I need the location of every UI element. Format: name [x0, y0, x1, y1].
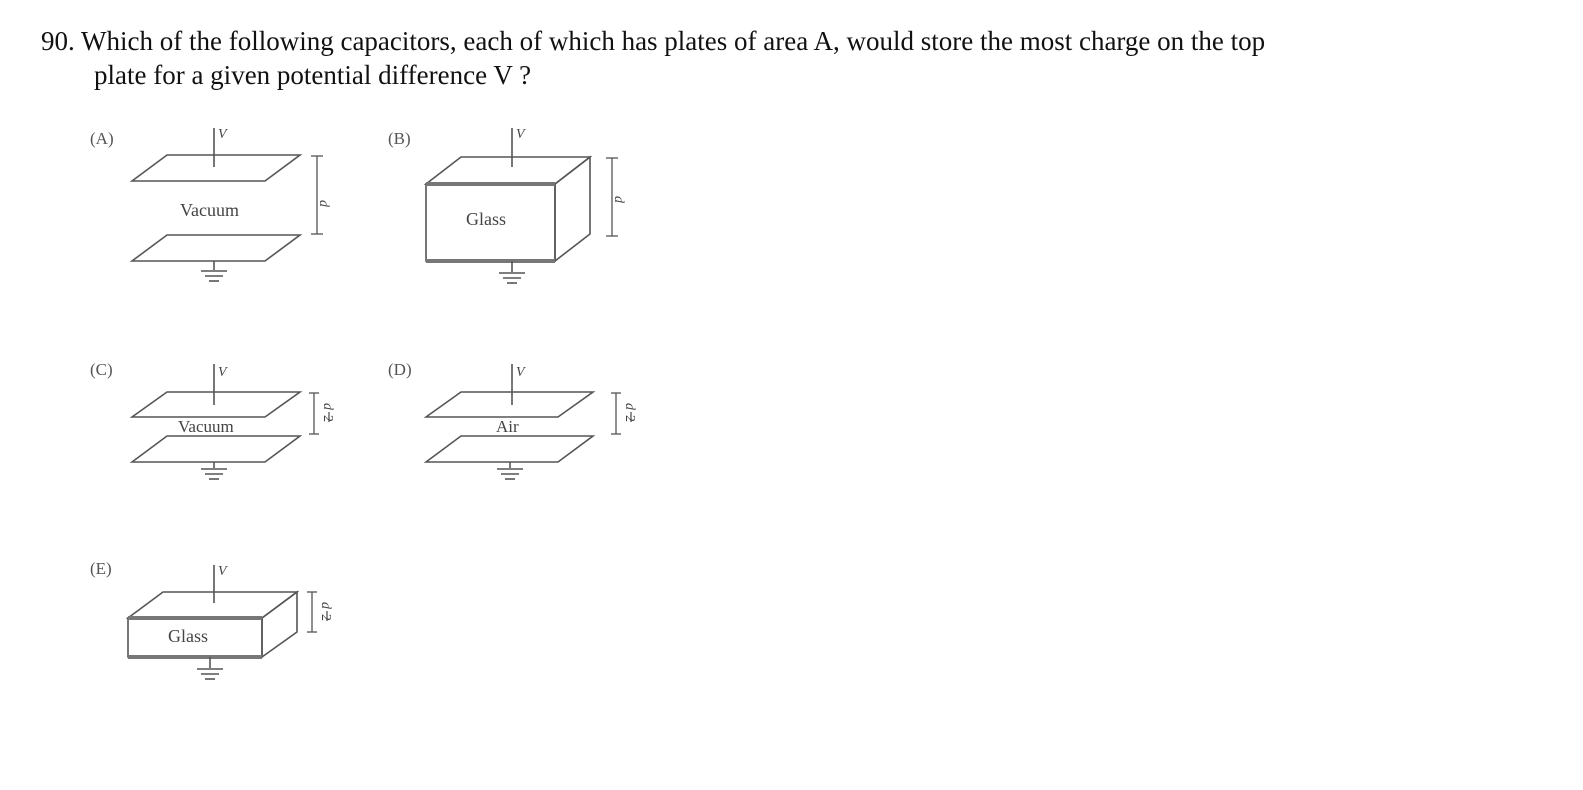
- option-d-separation-dimension: [611, 393, 621, 434]
- option-c-voltage: V: [218, 365, 227, 380]
- option-e-glass-slab: [128, 592, 297, 657]
- capacitor-options-figure: [0, 0, 700, 720]
- option-d-ground-icon: [497, 469, 523, 479]
- option-e-voltage: V: [218, 564, 227, 579]
- option-c-label: (C): [90, 360, 113, 379]
- question-line-2: plate for a given potential difference V ?: [94, 60, 532, 90]
- option-c-ground-icon: [201, 469, 227, 479]
- option-d: [388, 360, 637, 479]
- option-c-separation-num: d: [320, 403, 335, 410]
- option-a: [90, 127, 331, 281]
- option-c-dielectric: Vacuum: [178, 417, 234, 436]
- option-a-ground-icon: [201, 271, 227, 281]
- option-e-ground-icon: [197, 669, 223, 679]
- option-d-bottom-plate: [426, 436, 593, 462]
- option-d-separation-num: d: [622, 403, 637, 410]
- option-e-separation-den: 2: [318, 614, 333, 621]
- option-a-separation: d: [316, 200, 331, 207]
- option-c-separation-fraction: [320, 403, 335, 422]
- option-b-separation: d: [611, 196, 626, 203]
- option-b-dielectric: Glass: [466, 209, 506, 229]
- option-c-separation-den: 2: [320, 415, 335, 422]
- option-d-separation-den: 2: [622, 415, 637, 422]
- option-d-voltage: V: [516, 365, 525, 380]
- option-c-bottom-plate: [132, 436, 300, 462]
- option-e-label: (E): [90, 559, 112, 578]
- option-e: [90, 559, 333, 679]
- option-a-top-plate: [132, 155, 300, 181]
- option-b-glass-slab: [426, 157, 590, 261]
- option-e-dielectric: Glass: [168, 626, 208, 646]
- option-d-label: (D): [388, 360, 412, 379]
- option-a-separation-dimension: [311, 156, 323, 234]
- option-c: [90, 360, 335, 479]
- question-number: 90.: [41, 26, 75, 56]
- option-a-dielectric: Vacuum: [180, 200, 239, 220]
- option-e-separation-num: d: [318, 602, 333, 609]
- option-d-dielectric: Air: [496, 417, 519, 436]
- option-a-label: (A): [90, 129, 114, 148]
- option-a-voltage: V: [218, 127, 227, 142]
- option-c-top-plate: [132, 392, 300, 417]
- option-b-voltage: V: [516, 127, 525, 142]
- option-b-ground-icon: [499, 273, 525, 283]
- option-b: [388, 127, 626, 283]
- option-d-separation-fraction: [622, 403, 637, 422]
- option-c-separation-dimension: [309, 393, 319, 434]
- option-b-label: (B): [388, 129, 411, 148]
- option-e-separation-dimension: [307, 592, 317, 632]
- question-line-1: Which of the following capacitors, each of which has plates of area A, would store the most charge on the top: [81, 26, 1266, 56]
- option-e-separation-fraction: [318, 602, 333, 621]
- option-d-top-plate: [426, 392, 593, 417]
- option-a-bottom-plate: [132, 235, 300, 261]
